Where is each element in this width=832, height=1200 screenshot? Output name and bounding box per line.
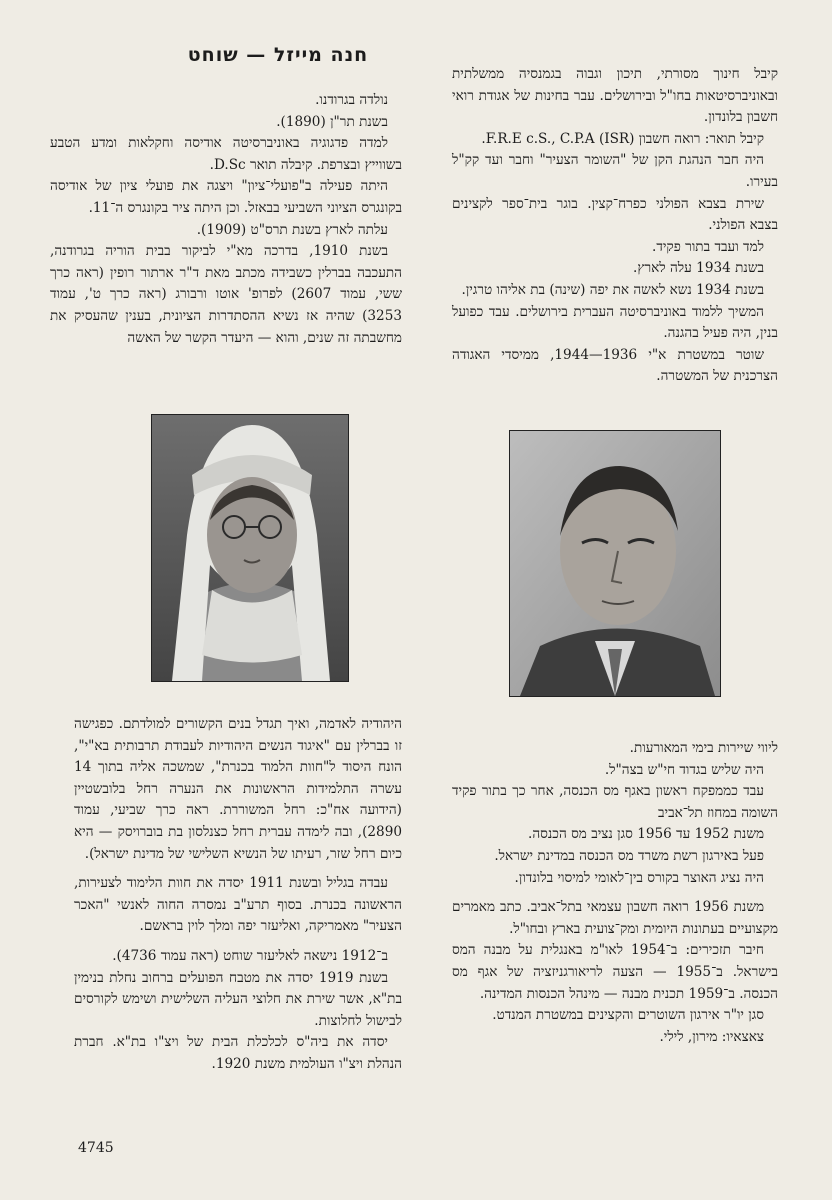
left-top-column: [50, 90, 402, 349]
paragraph: בשנת תר"ן (1890).: [276, 113, 388, 130]
paragraph: בשנת 1934 נשא לאשה את יפה (שינה) בת אליהו טרגין.: [461, 281, 764, 298]
paragraph: למד ועבד בתור פקיד.: [652, 238, 764, 255]
paragraph: היתה פעילה ב"פועלי־ציון" ויצגה את פועלי ציון של אודיסה בקונגרס הציוני השביעי בבאזל. וכן היתה ציר בקונגרס ה־11.: [50, 178, 402, 216]
paragraph: קיבל חינוך מסורתי, תיכון וגבוה בגמנסיה ממשלתית ובאוניברסיטאות בחו"ל ובירושלים. עבר בחינות של אגודת רואי חשבון בלונדון.: [452, 66, 778, 126]
paragraph: למדה פדגוגיה באוניברסיטה אודיסה וחקלאות ומדע הטבע בשווייץ ובצרפת. קיבלה תואר D.Sc.: [50, 135, 402, 173]
paragraph: שירת בצבא הפולני כפרח־קצין. בוגר בית־ספר לקצינים בצבא הפולני.: [452, 195, 778, 234]
paragraph: סגן יו"ר אירגון השוטרים והקצינים במשטרת המנדט.: [492, 1007, 764, 1024]
paragraph: חיבר תזכירים: ב־1954 לאו"מ באנגלית על מבנה המס בישראל. ב־1955 — הצעה לריאורגניזציה של אגף מס הכנסה. ב־1959 תכנית מבנה — מינהל הכנסות המדינה.: [452, 942, 778, 1002]
paragraph: פעל באירגון רשת משרד מס הכנסה במדינת ישראל.: [494, 847, 764, 864]
paragraph: היהודיה לאדמה, ואיך תגדל בנים הקשורים למולדתם. כפגישה זו בברלין עם "איגוד הנשים היהודיות לעבודת תרבותית בא"י", הונח היסוד ל"חוות הלמוד בכנרת", שמשכה אליה בתוך 14 עשרה התלמידות הראשונות את הנערה רחל בלובשטיין (הידועה אח"כ: רחל המשוררת. ראה כרך שביעי, עמוד 2890), ובה לימדה עברית רחל כצנלסון בת בוברויסק — היא כיום רחל שזר, רעיתו של הנשיא השלישי של מדינת ישראל).: [74, 716, 402, 862]
page-title: חנה מייזל — שוחט: [187, 44, 369, 66]
paragraph: עבד כממפקח ראשון באגף מס הכנסה, אחר כך בתור פקיד השומה במחוז תל־אביב: [452, 783, 778, 821]
left-bottom-column: [74, 714, 402, 1076]
paragraph: משנת 1956 רואה חשבון עצמאי בתל־אביב. כתב מאמרים מקצועיים בעתונות היומית ומק־צועית בארץ ובחו"ל.: [452, 899, 778, 937]
paragraph: היה שליש בגדוד חי"ש בצה"ל.: [604, 761, 764, 778]
paragraph: בשנת 1919 יסדה את מטבח הפועלים ברחוב נחלת בנימין בת"א, אשר שירת את חלוצי העליה השלישית ושימש לקורסים לבישול לחלוצות.: [74, 969, 402, 1029]
paragraph: שוטר במשטרת א"י 1936—1944, ממיסדי האגודה הצרכנית של המשטרה.: [452, 346, 778, 385]
portrait-man-image: [510, 431, 720, 696]
paragraph: היה נציג האוצר בקורס בין־לאומי למיסוי בלונדון.: [514, 869, 764, 886]
right-top-column: [452, 64, 778, 388]
paragraph: צאצאיו: מירון, לילי.: [659, 1028, 764, 1045]
paragraph: עבדה בגליל ובשנת 1911 יסדה את חוות הלימוד לצעירות, הראשונה בכנרת. בסוף תרע"ב נמסרה החוה לאנשי "האכר הצעיר" מאמריקה, ואליעזר יפה ומלך לוין בראשם.: [74, 875, 402, 935]
paragraph: ב־1912 נישאה לאליעזר שוחט (ראה עמוד 4736).: [112, 947, 388, 964]
paragraph: קיבל תואר: רואה חשבון (ISR) F.R.E c.S., C.P.A.: [481, 130, 764, 147]
paragraph: יסדה את ביה"ס לכלכלת הבית של ויצ"ו בת"א. חברת הנהלת ויצ"ו העולמית משנת 1920.: [74, 1034, 402, 1072]
paragraph: היה חבר הנהגת הקן של "השומר הצעיר" וחבר ועד קק"ל בעירו.: [452, 152, 778, 190]
portrait-photo-man: [509, 430, 721, 697]
paragraph: המשיך ללמוד באוניברסיטה העברית בירושלים. עבד כפועל בנין, היה פעיל בהגנה.: [452, 303, 778, 342]
paragraph: משנת 1952 עד 1956 סגן נציב מס הכנסה.: [528, 826, 764, 843]
page-number: 4745: [78, 1140, 114, 1156]
paragraph: עלתה לארץ בשנת תרס"ט (1909).: [196, 221, 388, 238]
paragraph: בשנת 1934 עלה לארץ.: [633, 260, 764, 277]
right-bottom-column: [452, 738, 778, 1048]
paragraph: ליווי שיירות בימי המאורעות.: [629, 740, 778, 756]
paragraph: בשנת 1910, בדרכה מא"י לביקור בבית הוריה בגרודנה, התעכבה בברלין כשבידה מכתב מאת ד"ר ארתור רופין (ראה כרך ששי, עמוד 2607) לפרופ' אוטו ורבורג (ראה כרך ט', עמוד 3253) שהיה אז נשיא ההסתדרות הציונית, בענין שהעסיק את מחשבתה זה שנים, והוא — היעדר הקשר של האשה: [50, 243, 402, 346]
portrait-photo-woman: [151, 414, 349, 682]
portrait-woman-image: [152, 415, 348, 681]
paragraph: נולדה בגרודנו.: [315, 92, 388, 108]
